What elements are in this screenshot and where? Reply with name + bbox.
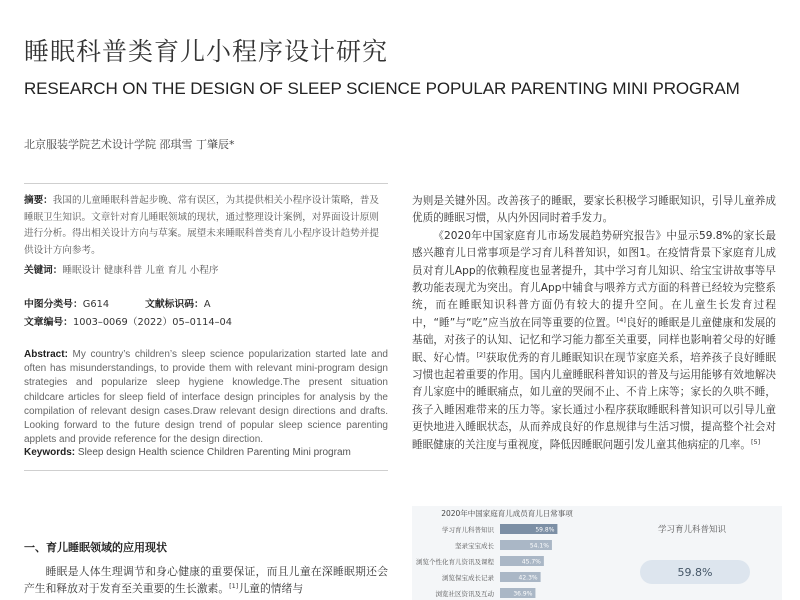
- abstract-divider-bottom: [24, 470, 388, 471]
- bar-value-2: 45.7%: [521, 558, 541, 566]
- abstract-cn-text: 我国的儿童睡眠科普起步晚、常有误区，为其提供相关小程序设计策略，普及睡眠卫生知识。文章针对育儿睡眠领域的现状，通过整理设计案例，对界面设计原则进行分析。得出相关设计方向与草案。展望未来睡眠科普类育儿小程序设计趋势并提供设计方向参考。: [24, 195, 379, 256]
- keywords-en-text: Sleep design Health science Children Parenting Mini program: [77, 447, 351, 458]
- abstract-en: [24, 348, 388, 447]
- doc-code-value: A: [203, 299, 211, 310]
- left-para-tail: 儿童的情绪与: [238, 582, 304, 595]
- bar-label-4: 浏览社区资讯及互动: [435, 590, 494, 598]
- figure-1-chart: [412, 506, 782, 600]
- keywords-en: [24, 447, 388, 458]
- section-heading: 一、育儿睡眠领域的应用现状: [24, 541, 167, 554]
- paper-title-cn: 睡眠科普类育儿小程序设计研究: [24, 37, 389, 66]
- keywords-cn-text: 睡眠设计 健康科普 儿童 育儿 小程序: [62, 265, 219, 276]
- abstract-en-label: Abstract:: [24, 349, 68, 360]
- highlight-label: 学习育儿科普知识: [657, 525, 727, 535]
- paper-title-en: RESEARCH ON THE DESIGN OF SLEEP SCIENCE POPULAR PARENTING MINI PROGRAM: [24, 79, 740, 98]
- clc-value: G614: [82, 299, 110, 310]
- bar-value-4: 36.9%: [513, 590, 533, 598]
- bar-value-3: 42.3%: [518, 574, 538, 582]
- right-para-1-c: 获取优秀的育儿睡眠知识在现节家庭关系，培养孩子良好睡眠习惯也起着重要的作用。国内儿童睡眠科普知识的普及与运用能够有效地解决育儿家庭中的睡眠痛点，如儿童的哭闹不止、不肯上床等；家长的久哄不睡，孩子入睡困难带来的压力等。家长通过小程序获取睡眠科普知识可以引导儿童更快地进入睡眠状态，从而养成良好的作息规律与生活习惯，提高整个社会对睡眠健康的关注度与重视度，降低因睡眠问题引发儿童其他病症的几率。: [412, 351, 777, 451]
- author-line: 北京服装学院艺术设计学院 邵琪雪 丁肇辰*: [24, 138, 235, 151]
- meta-row-1: [24, 296, 232, 314]
- right-para-1-a: 《2020年中国家庭育儿市场发展趋势研究报告》中显示59.8%的家长最感兴趣育儿日常事项是学习育儿科普知识，如图1。在疫情背景下家庭育儿成员对育儿App的依赖程度也显著提升，其中学习育儿知识、给宝宝讲故事等早教功能表现尤为突出。育儿App中辅食与喂养方式方面的科普已经较为完整系统，而在睡眠知识科普方面仍有较大的提升空间。在儿童生长发育过程中，“睡”与“吃”应当放在同等重要的位置。: [412, 229, 776, 329]
- right-para-1-b: 良好的睡眠是儿童健康和发展的基础，对孩子的认知、记忆和学习能力都至关重要，同样也影响着父母的好睡眠、好心情。: [412, 316, 777, 364]
- citation-1: [1]: [229, 582, 239, 590]
- left-para-text: 睡眠是人体生理调节和身心健康的重要保证，而且儿童在深睡眠期还会产生和释放对于发育至关重要的生长激素。: [24, 565, 388, 595]
- bar-label-0: 学习育儿科普知识: [442, 526, 494, 534]
- citation-4: [4]: [616, 315, 626, 324]
- abstract-cn-label: 摘要：: [24, 195, 53, 206]
- right-para-0: 为则是关键外因。改善孩子的睡眠，要家长积极学习睡眠知识，引导儿童养成优质的睡眠习惯，从内外因同时着手发力。: [412, 195, 776, 225]
- bar-label-1: 坚录宝宝成长: [455, 542, 494, 550]
- abstract-cn: [24, 193, 388, 259]
- article-meta: [24, 296, 232, 332]
- citation-2: [2]: [476, 350, 486, 359]
- section-body-left: [24, 563, 388, 597]
- clc-label: 中图分类号：: [24, 299, 83, 310]
- bar-value-0: 59.8%: [535, 526, 555, 534]
- doc-code-label: 文献标识码：: [145, 299, 204, 310]
- keywords-cn: [24, 262, 388, 276]
- body-right-column: [412, 193, 776, 454]
- article-number-label: 文章编号：: [24, 317, 73, 328]
- keywords-en-label: Keywords:: [24, 447, 76, 458]
- chart-svg: [412, 520, 782, 600]
- keywords-cn-label: 关键词：: [24, 265, 63, 276]
- abstract-en-text: My country’s children’s sleep science popularization started late and often has misunderstandings, to provide them with relevant mini-program design strategies and popularize sleep hygiene knowledge.The present situation childcare articles for sleep field of interface design principles for analysis by the compilation of relevant design cases.Draw relevant design directions and drafts. Looking forward to the future design trend of popular sleep science parenting applets and provide reference for the design direction.: [24, 349, 388, 446]
- article-number-value: 1003–0069（2022）05–0114–04: [72, 317, 232, 328]
- meta-row-2: [24, 314, 232, 332]
- citation-5: [5]: [751, 437, 761, 446]
- bar-label-2: 浏览个性化育儿资讯及课程: [416, 558, 494, 566]
- abstract-divider-top: [24, 183, 388, 184]
- bar-label-3: 浏览保宝成长记录: [442, 574, 494, 582]
- bar-value-1: 54.1%: [529, 542, 549, 550]
- chart-title: 2020年中国家庭育儿成员育儿日常事项: [441, 509, 573, 518]
- right-para-1: [412, 228, 776, 454]
- highlight-value: 59.8%: [677, 566, 713, 579]
